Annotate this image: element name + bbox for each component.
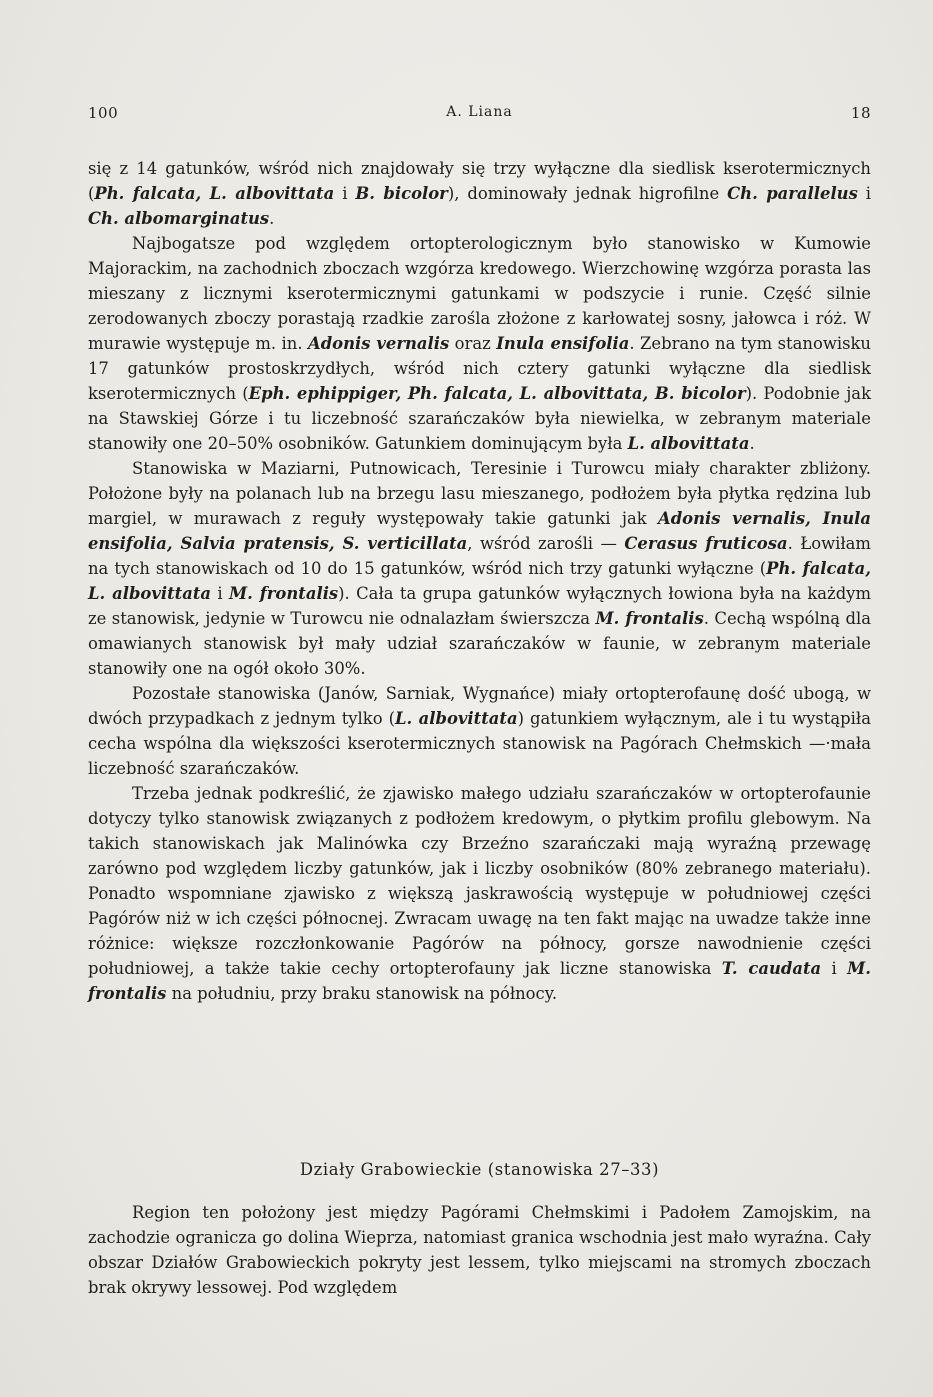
species-name: T. caudata	[721, 959, 822, 978]
text-run: ), dominowały jednak higrofilne	[447, 184, 728, 203]
text-run: .	[269, 209, 275, 228]
text-run: oraz	[449, 334, 497, 353]
running-head-author: A. Liana	[446, 104, 513, 120]
paragraph-5	[88, 781, 871, 1006]
text-run: . Zebrano na tym stanowisku 17 gatunków prostoskrzydłych, wśród nich cztery gatunki wyłączne dla siedlisk kserotermicznych (	[88, 334, 871, 403]
species-name: Cerasus fruticosa	[624, 534, 788, 553]
text-run: ). Cała ta grupa gatunków wyłącznych łowiona była na każdym ze stanowisk, jedynie w Turowcu nie odnalazłam świerszcza	[88, 584, 871, 628]
text-run: ). Podobnie jak na Stawskiej Górze i tu liczebność szarańczaków była niewielka, w zebranym materiale stanowiły one 20–50% osobników. Gatunkiem dominującym była	[88, 384, 871, 453]
text-run: ) gatunkiem wyłącznym, ale i tu wystąpiła cecha wspólna dla większości kserotermicznych stanowisk na Pagórach Chełmskich —·mała liczebność szarańczaków.	[88, 709, 871, 778]
paragraph-3	[88, 456, 871, 681]
text-run: Najbogatsze pod względem ortopterologicznym było stanowisko w Kumowie Majorackim, na zachodnich zboczach wzgórza kredowego. Wierzchowinę wzgórza porasta las mieszany z licznymi kserotermicznymi gatunkami w podszycie i runie. Część silnie zerodowanych zboczy porastają rzadkie zarośla złożone z karłowatej sosny, jałowca i róż. W murawie występuje m. in.	[88, 234, 871, 353]
text-run: się z 14 gatunków, wśród nich znajdowały się trzy wyłączne dla siedlisk kserotermicznych (	[88, 159, 871, 203]
text-run: i	[857, 184, 872, 203]
text-run: i	[334, 184, 356, 203]
species-name: L. albovittata	[394, 709, 518, 728]
species-name: Ch. albomarginatus	[88, 209, 270, 228]
body-text	[88, 156, 871, 1006]
species-name: Adonis vernalis	[308, 334, 450, 353]
text-run: . Cechą wspólną dla omawianych stanowisk był mały udział szarańczaków w faunie, w zebranym materiale stanowiły one na ogół około 30%.	[88, 609, 871, 678]
text-run: i	[821, 959, 848, 978]
body-text-section	[88, 1200, 871, 1300]
species-name: Inula ensifolia	[496, 334, 630, 353]
species-name: Ch. parallelus	[727, 184, 858, 203]
paragraph-1	[88, 156, 871, 231]
species-name: M. frontalis	[595, 609, 704, 628]
text-run: i	[211, 584, 230, 603]
text-run: na południu, przy braku stanowisk na północy.	[166, 984, 558, 1003]
text-run: .	[749, 434, 755, 453]
species-name: M. frontalis	[229, 584, 339, 603]
paragraph-2	[88, 231, 871, 456]
text-run: Stanowiska w Maziarni, Putnowicach, Teresinie i Turowcu miały charakter zbliżony. Położone były na polanach lub na brzegu lasu mieszanego, podłożem była płytka rędzina lub margiel, w murawach z reguły występowały takie gatunki jak	[88, 459, 871, 528]
species-name: Adonis vernalis, Inula ensifolia, Salvia pratensis, S. verticillata	[88, 509, 872, 553]
text-run: Trzeba jednak podkreślić, że zjawisko małego udziału szarańczaków w ortopterofaunie dotyczy tylko stanowisk związanych z podłożem kredowym, o płytkim profilu glebowym. Na takich stanowiskach jak Malinówka czy Brzeźno szarańczaki mają wyraźną przewagę zarówno pod względem liczby gatunków, jak i liczby osobników (80% zebranego materiału). Ponadto wspomniane zjawisko z większą jaskrawością występuje w południowej części Pagórów niż w ich części północnej. Zwracam uwagę na ten fakt mając na uwadze także inne różnice: większe rozczłonkowanie Pagórów na północy, gorsze nawodnienie części południowej, a także takie cechy ortopterofauny jak liczne stanowiska	[88, 784, 871, 978]
paragraph-6: Region ten położony jest między Pagórami Chełmskimi i Padołem Zamojskim, na zachodzie ogranicza go dolina Wieprza, natomiast granica wschodnia jest mało wyraźna. Cały obszar Działów Grabowieckich pokryty jest lessem, tylko miejscami na stromych zboczach brak okrywy lessowej. Pod względem	[88, 1203, 871, 1297]
species-name: L. albovittata	[627, 434, 750, 453]
paragraph-4	[88, 681, 871, 781]
species-name: Ph. falcata, L. albovittata	[88, 559, 871, 603]
species-name: Eph. ephippiger, Ph. falcata, L. albovittata, B. bicolor	[248, 384, 746, 403]
page-number-right: 18	[850, 104, 871, 122]
page-header	[88, 104, 871, 130]
species-name: Ph. falcata, L. albovittata	[94, 184, 335, 203]
text-run: , wśród zarośli —	[467, 534, 625, 553]
page-number-left: 100	[88, 104, 119, 122]
species-name: B. bicolor	[355, 184, 448, 203]
species-name: M. frontalis	[88, 959, 871, 1003]
text-run: . Łowiłam na tych stanowiskach od 10 do 15 gatunków, wśród nich trzy gatunki wyłączne (	[88, 534, 871, 578]
text-run: Pozostałe stanowiska (Janów, Sarniak, Wygnańce) miały ortopterofaunę dość ubogą, w dwóch przypadkach z jednym tylko (	[88, 684, 871, 728]
section-heading: Działy Grabowieckie (stanowiska 27–33)	[299, 1160, 660, 1179]
